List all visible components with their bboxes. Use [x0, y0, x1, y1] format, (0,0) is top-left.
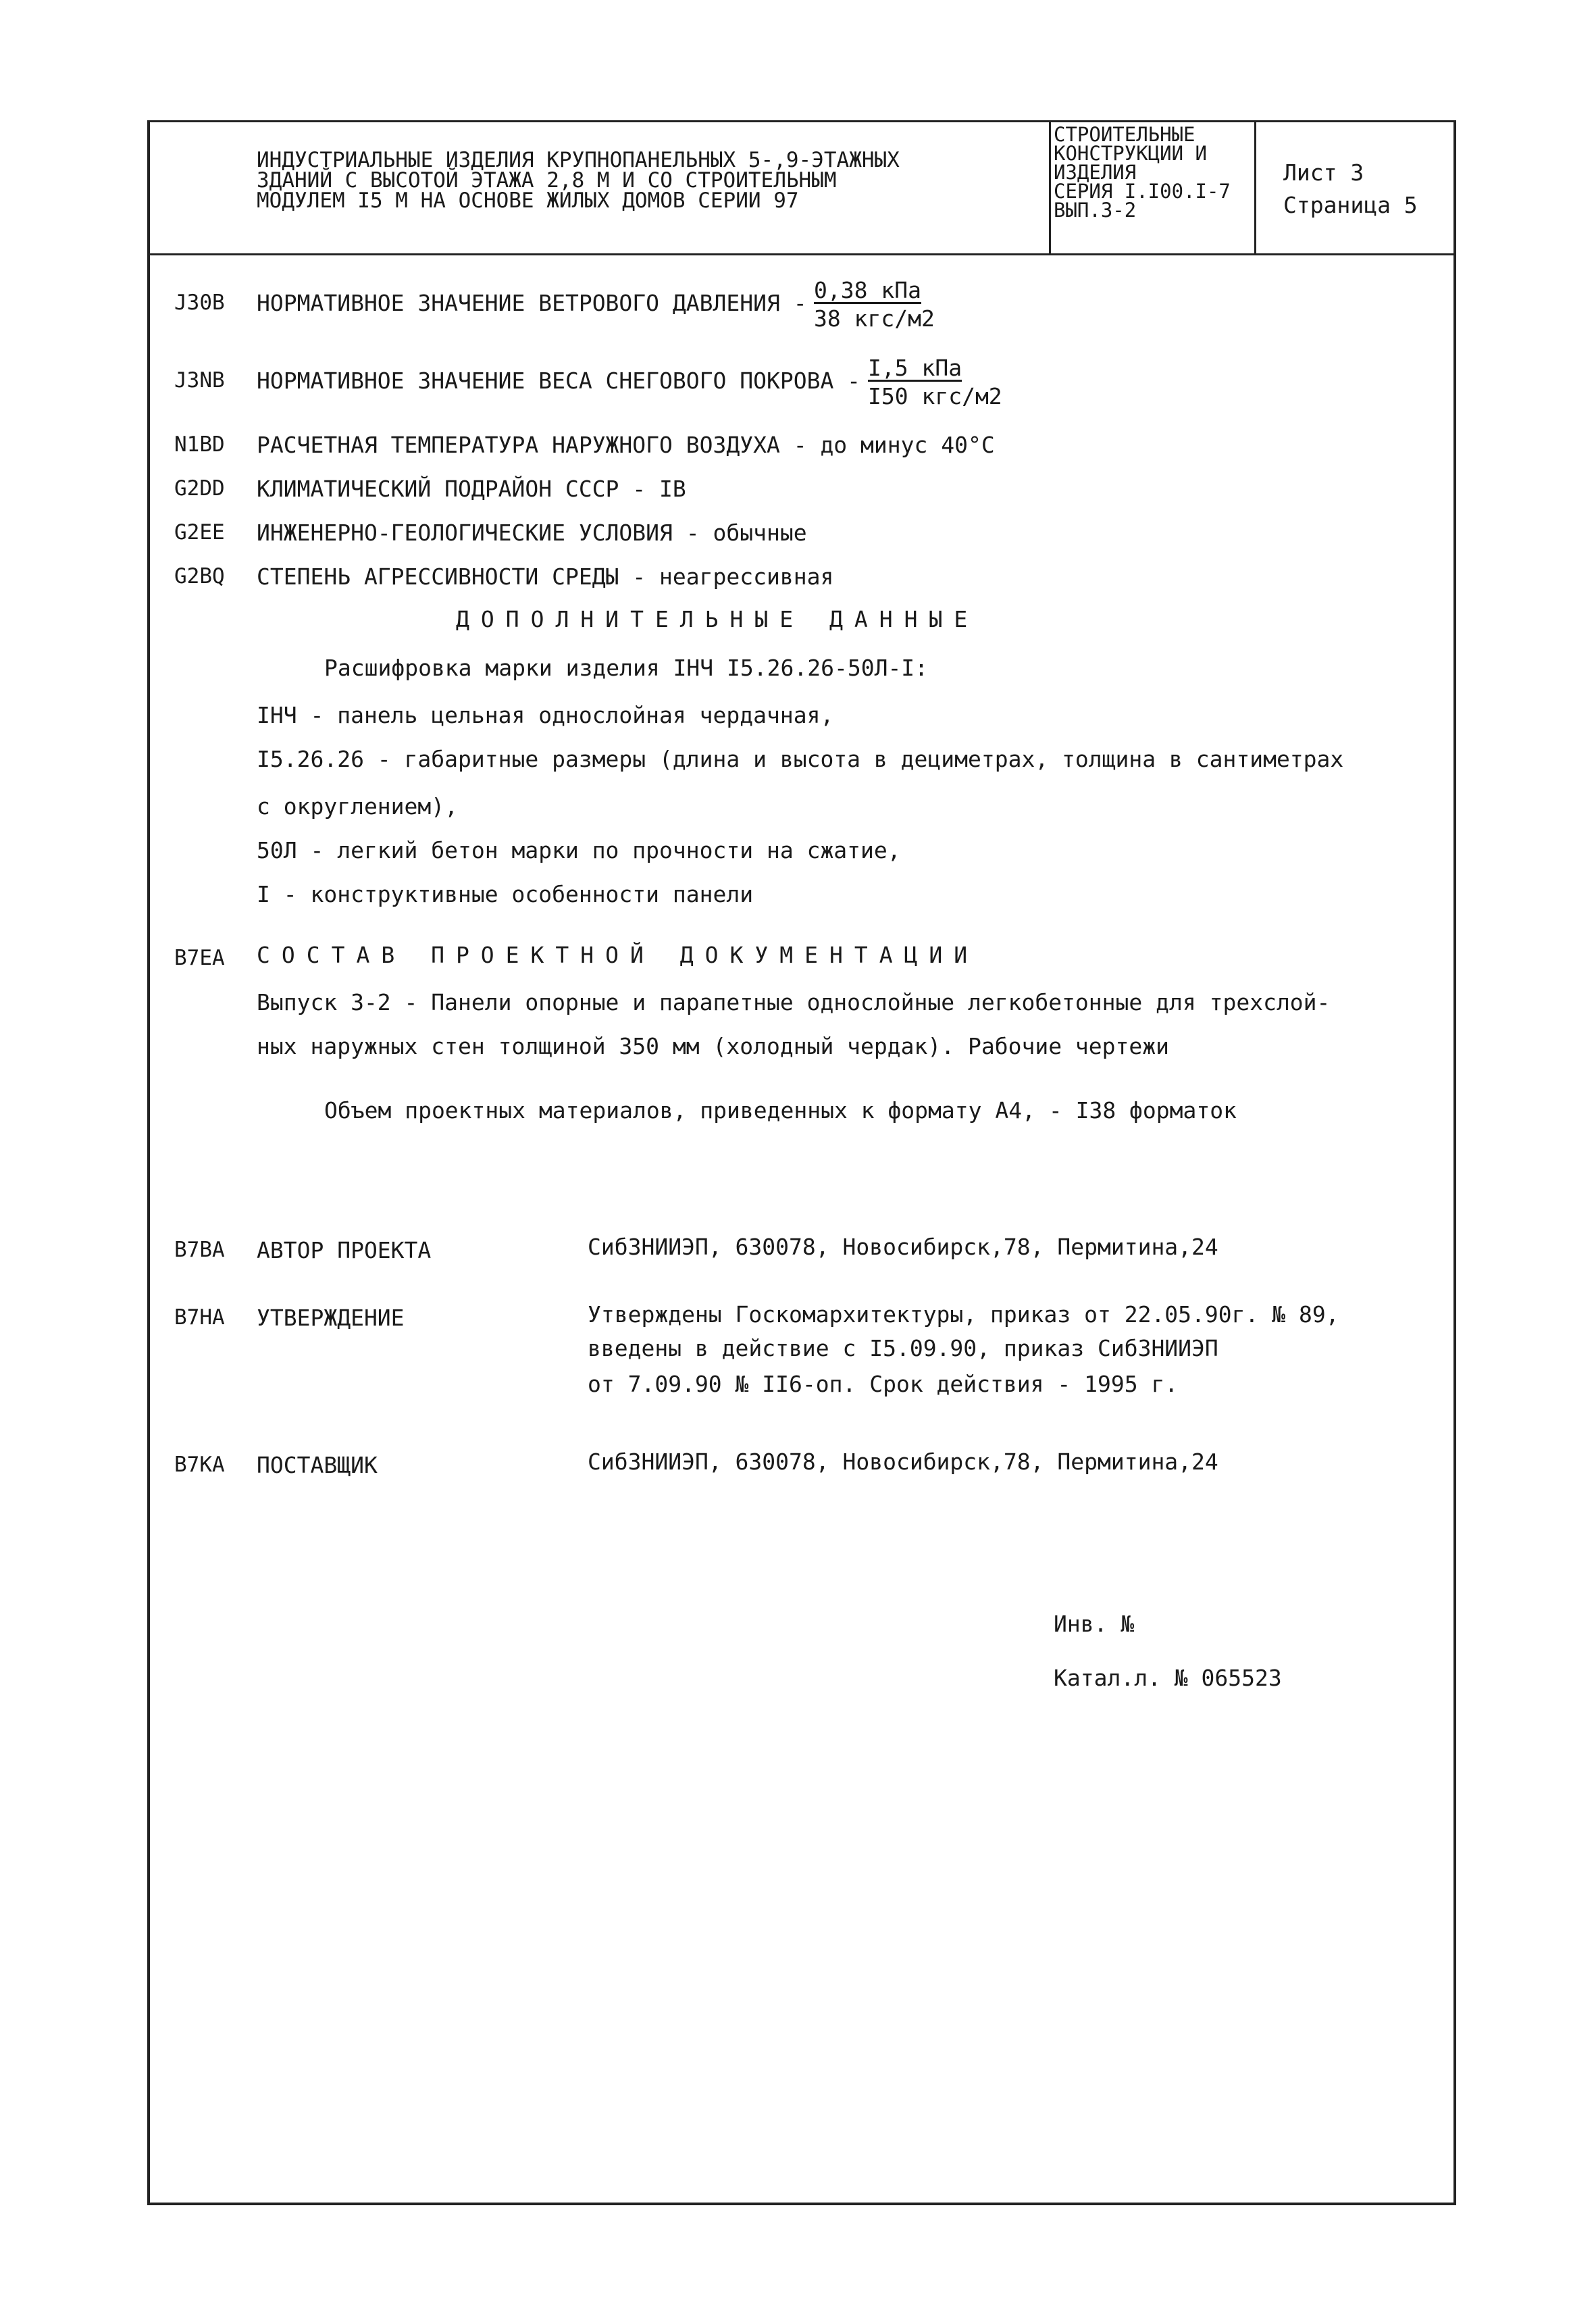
- info-value: от 7.09.90 № II6-оп. Срок действия - 1995 г.: [588, 1371, 1179, 1397]
- additional-line: I - конструктивные особенности панели: [257, 881, 754, 907]
- header-title-line: МОДУЛЕМ I5 М НА ОСНОВЕ ЖИЛЫХ ДОМОВ СЕРИИ 97: [257, 188, 799, 213]
- additional-line: I5.26.26 - габаритные размеры (длина и высота в дециметрах, толщина в сантиметрах: [257, 746, 1344, 772]
- info-label: АВТОР ПРОЕКТА: [257, 1237, 432, 1263]
- header-divider: [147, 253, 1456, 255]
- param-text: РАСЧЕТНАЯ ТЕМПЕРАТУРА НАРУЖНОГО ВОЗДУХА - до минус 40°С: [257, 432, 995, 458]
- param-code: G2DD: [174, 476, 225, 501]
- catalog-number: Катал.л. № 065523: [1054, 1665, 1282, 1691]
- composition-line: Выпуск 3-2 - Панели опорные и парапетные однослойные легкобетонные для трехслой-: [257, 989, 1331, 1015]
- param-code: J3NB: [174, 368, 225, 393]
- series-line: ИЗДЕЛИЯ: [1054, 161, 1137, 184]
- header-title-line: ИНДУСТРИАЛЬНЫЕ ИЗДЕЛИЯ КРУПНОПАНЕЛЬНЫХ 5-,9-ЭТАЖНЫХ: [257, 148, 900, 172]
- composition-volume: Объем проектных материалов, приведенных к формату А4, - I38 форматок: [324, 1097, 1237, 1124]
- additional-line: Расшифровка марки изделия IНЧ I5.26.26-50Л-I:: [324, 655, 929, 681]
- info-label: УТВЕРЖДЕНИЕ: [257, 1305, 405, 1331]
- param-code: G2BQ: [174, 564, 225, 588]
- additional-heading: ДОПОЛНИТЕЛЬНЫЕ ДАННЫЕ: [456, 606, 979, 632]
- param-code: G2EE: [174, 520, 225, 545]
- param-code: J30B: [174, 291, 225, 315]
- series-line: СЕРИЯ I.I00.I-7: [1054, 180, 1231, 203]
- info-label: ПОСТАВЩИК: [257, 1452, 378, 1478]
- header-title-line: ЗДАНИЙ С ВЫСОТОЙ ЭТАЖА 2,8 М И СО СТРОИТЕЛЬНЫМ: [257, 168, 837, 193]
- series-block: [1054, 125, 1231, 220]
- param-text: НОРМАТИВНОЕ ЗНАЧЕНИЕ ВЕТРОВОГО ДАВЛЕНИЯ -: [257, 290, 807, 316]
- param-value-numerator: I,5 кПа: [868, 355, 962, 381]
- param-text: КЛИМАТИЧЕСКИЙ ПОДРАЙОН СССР - IВ: [257, 476, 686, 502]
- param-text: НОРМАТИВНОЕ ЗНАЧЕНИЕ ВЕСА СНЕГОВОГО ПОКРОВА -: [257, 368, 861, 394]
- additional-line: IНЧ - панель цельная однослойная чердачная,: [257, 702, 834, 728]
- composition-code: B7EA: [174, 946, 225, 970]
- sheet-info: [1283, 157, 1418, 222]
- additional-line: 50Л - легкий бетон марки по прочности на сжатие,: [257, 837, 901, 863]
- composition-heading: СОСТАВ ПРОЕКТНОЙ ДОКУМЕНТАЦИИ: [257, 942, 979, 968]
- inventory-number: Инв. №: [1054, 1611, 1135, 1637]
- series-line: ВЫП.3-2: [1054, 199, 1137, 222]
- param-text: ИНЖЕНЕРНО-ГЕОЛОГИЧЕСКИЕ УСЛОВИЯ - обычные: [257, 520, 807, 546]
- param-text: СТЕПЕНЬ АГРЕССИВНОСТИ СРЕДЫ - неагрессивная: [257, 563, 834, 590]
- info-value: Утверждены Госкомархитектуры, приказ от 22.05.90г. № 89,: [588, 1301, 1339, 1328]
- page-number: Страница 5: [1283, 192, 1418, 218]
- param-value-denominator: 38 кгс/м2: [814, 305, 935, 332]
- sheet-number: Лист 3: [1283, 159, 1364, 186]
- param-value-denominator: I50 кгс/м2: [868, 383, 1002, 409]
- series-line: СТРОИТЕЛЬНЫЕ: [1054, 123, 1195, 146]
- param-value-numerator: 0,38 кПа: [814, 277, 921, 303]
- param-code: N1BD: [174, 432, 225, 457]
- header-vline-2: [1254, 120, 1256, 253]
- info-value: введены в действие с I5.09.90, приказ СибЗНИИЭП: [588, 1335, 1218, 1361]
- info-code: B7KA: [174, 1453, 225, 1477]
- series-line: КОНСТРУКЦИИ И: [1054, 142, 1207, 165]
- additional-line: с округлением),: [257, 793, 459, 820]
- info-code: B7BA: [174, 1238, 225, 1262]
- header-vline-1: [1049, 120, 1051, 253]
- header-title: [257, 150, 900, 211]
- info-code: B7HA: [174, 1305, 225, 1330]
- composition-line: ных наружных стен толщиной 350 мм (холодный чердак). Рабочие чертежи: [257, 1033, 1170, 1059]
- info-value: СибЗНИИЭП, 630078, Новосибирск,78, Пермитина,24: [588, 1234, 1218, 1260]
- info-value: СибЗНИИЭП, 630078, Новосибирск,78, Пермитина,24: [588, 1449, 1218, 1475]
